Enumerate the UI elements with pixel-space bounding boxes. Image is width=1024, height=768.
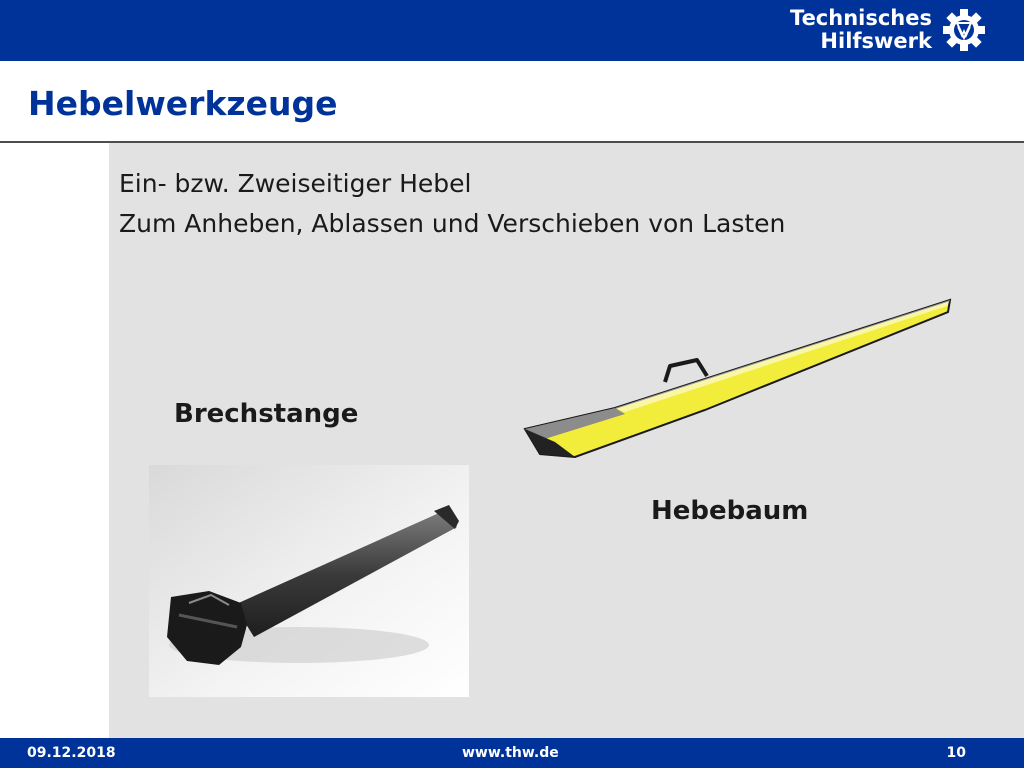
footer-date: 09.12.2018 bbox=[27, 745, 116, 761]
top-bar bbox=[0, 0, 1024, 61]
bullet-lever-types: Ein- bzw. Zweiseitiger Hebel bbox=[119, 169, 472, 198]
footer-url: www.thw.de bbox=[462, 745, 559, 761]
logo-line-1: Technisches bbox=[790, 6, 932, 30]
footer-page-number: 10 bbox=[946, 745, 966, 761]
thw-logo bbox=[790, 4, 988, 56]
label-brechstange: Brechstange bbox=[174, 399, 359, 429]
thw-gear-emblem-icon bbox=[940, 6, 988, 54]
slide-title: Hebelwerkzeuge bbox=[28, 84, 338, 123]
lever-bar-illustration bbox=[515, 292, 955, 462]
label-hebebaum: Hebebaum bbox=[651, 496, 809, 526]
crowbar-photo bbox=[149, 465, 469, 697]
bullet-lever-purpose: Zum Anheben, Ablassen und Verschieben von Lasten bbox=[119, 209, 786, 238]
logo-line-2: Hilfswerk bbox=[820, 29, 932, 53]
footer-bar bbox=[0, 738, 1024, 768]
logo-wordmark bbox=[790, 7, 932, 53]
